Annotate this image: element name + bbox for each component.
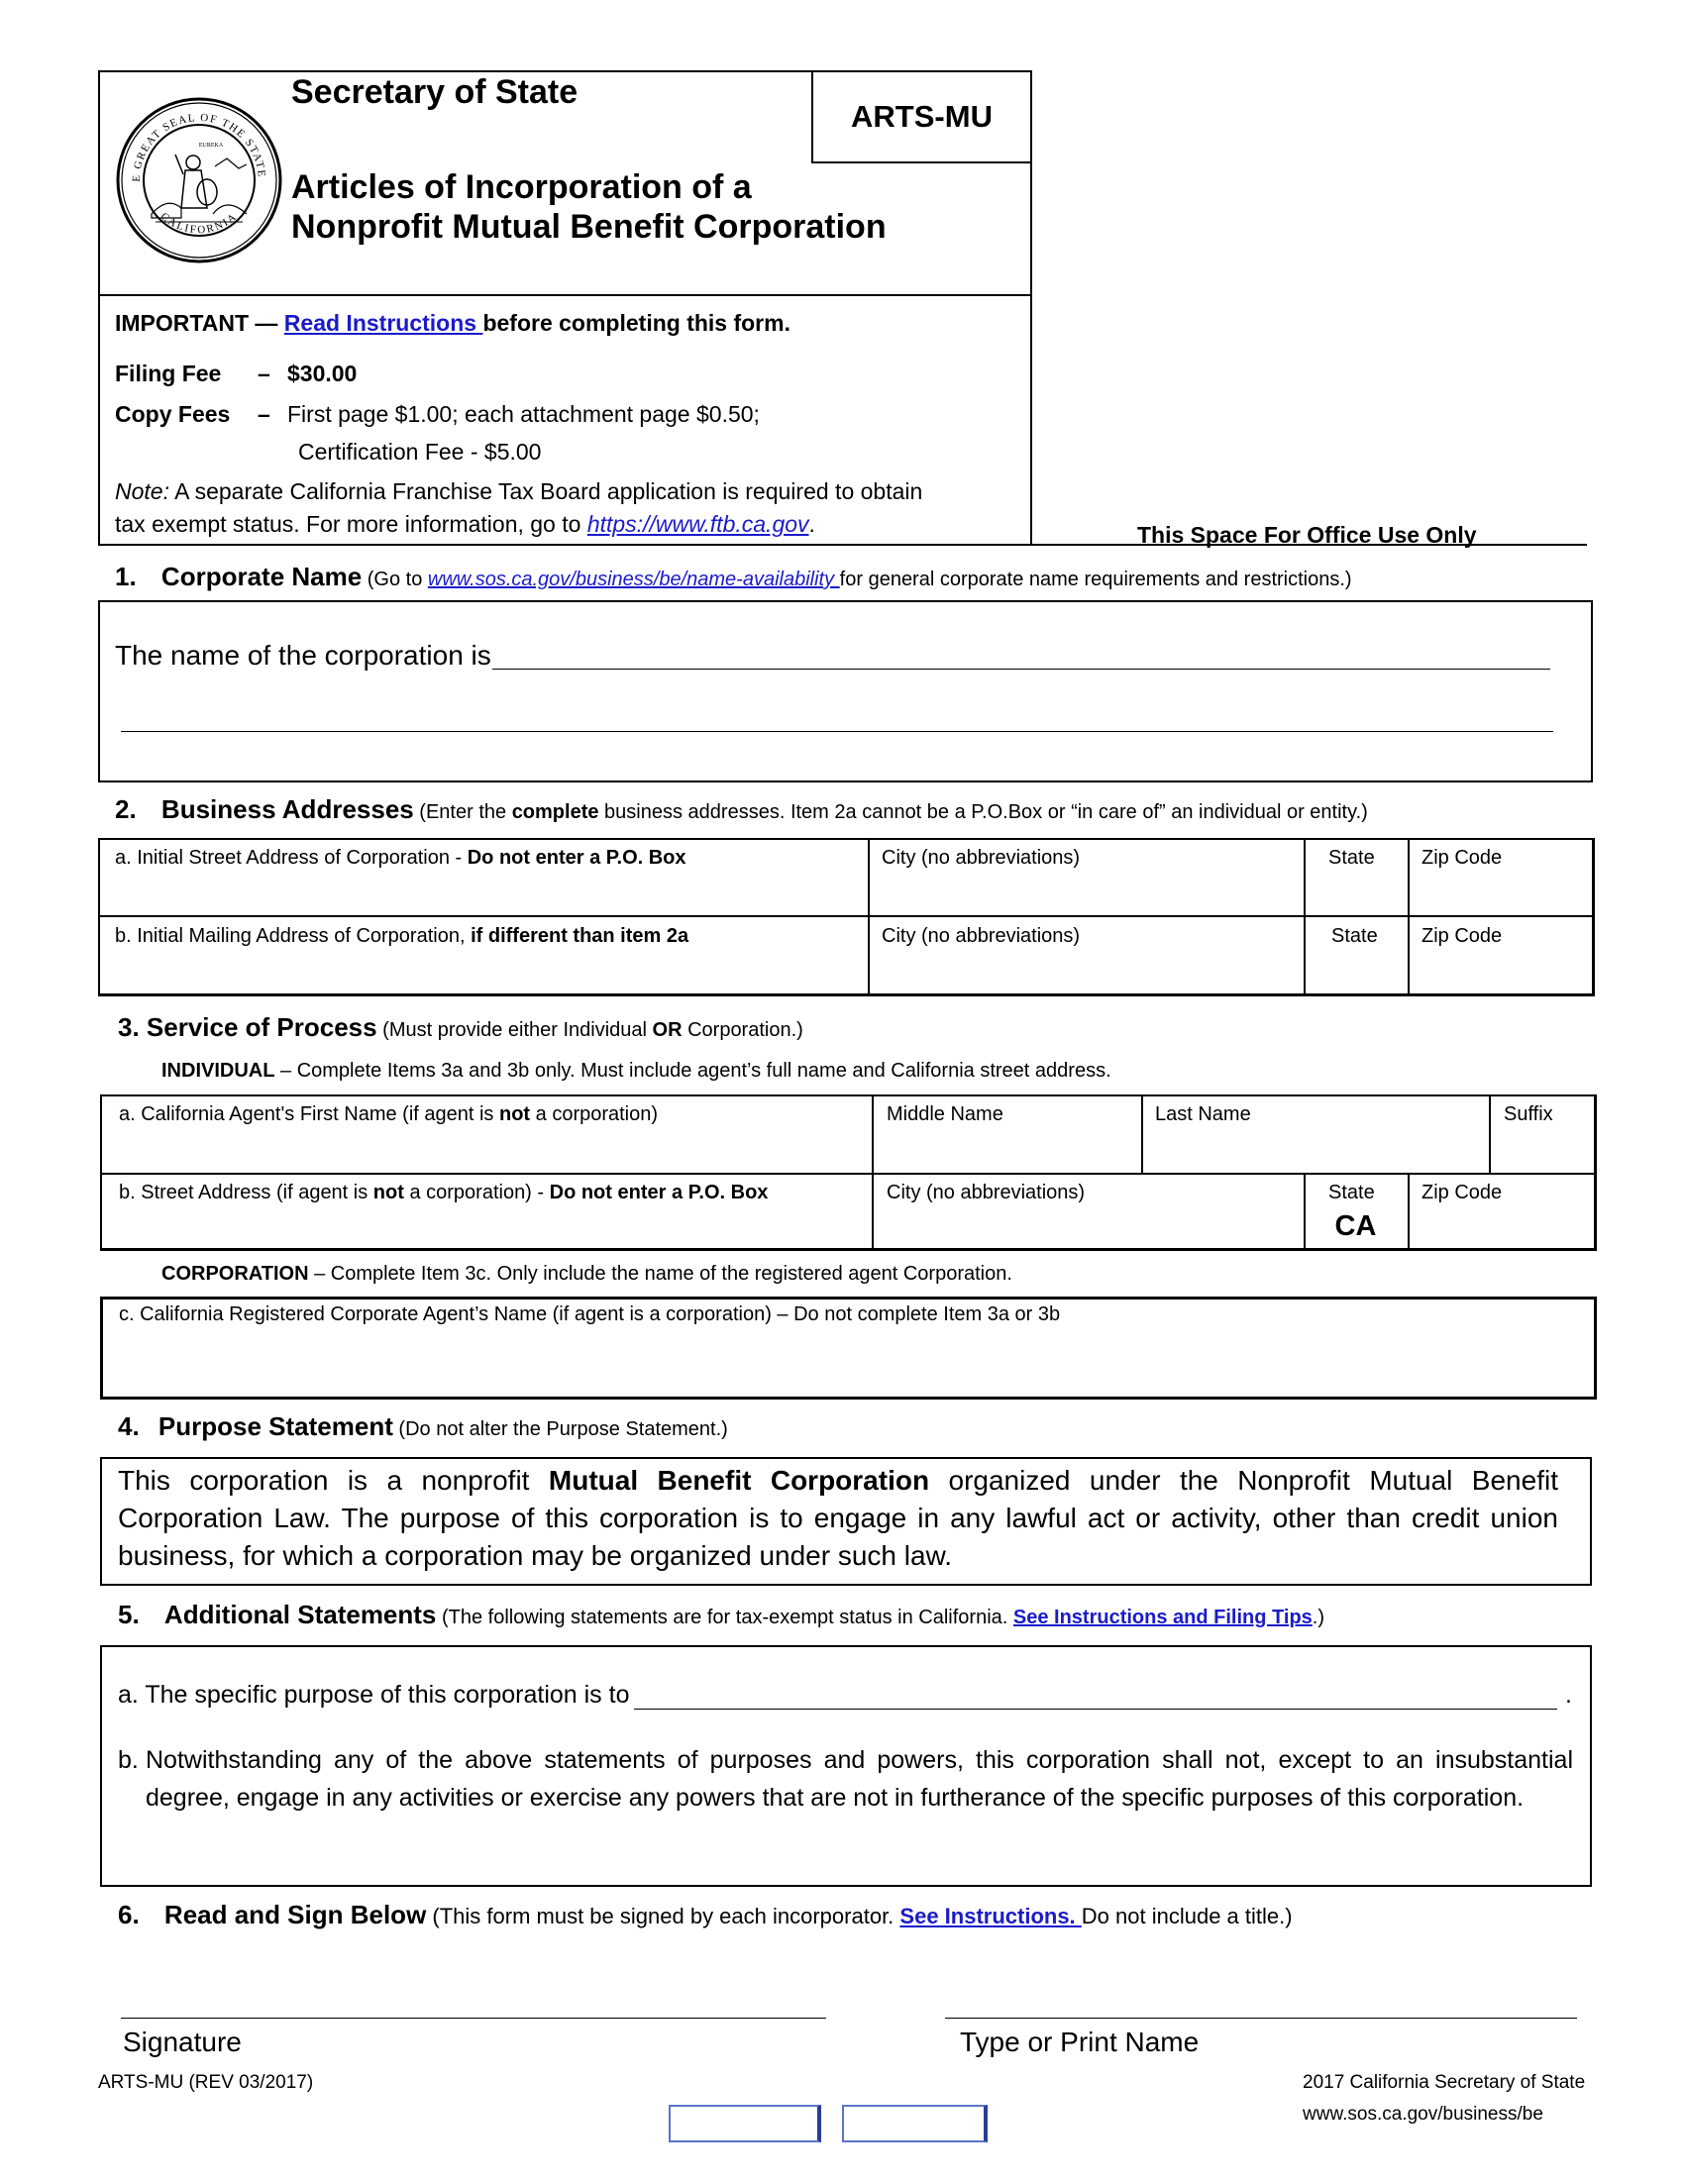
footer-url: www.sos.ca.gov/business/be [1303, 2104, 1543, 2125]
note-text2: tax exempt status. For more information, go to [115, 511, 587, 537]
agent-street-label [119, 1182, 768, 1204]
section6-heading [118, 1900, 1293, 1930]
agent-col-last [1141, 1094, 1143, 1173]
important-line [115, 310, 790, 337]
street-address-2a-input[interactable] [109, 876, 862, 911]
item-b-text: Notwithstanding any of the above statements of purposes and powers, this corporation shall not, except to an insubstantial degree, engage in any activities or exercise any powers that are not in furtherance of the specific purposes of this corporation. [146, 1746, 1573, 1812]
zip-2a-label: Zip Code [1421, 847, 1503, 869]
office-use-label: This Space For Office Use Only [1137, 522, 1477, 548]
agent-table-divider [100, 1173, 1597, 1175]
section1-sub-suffix: for general corporate name requirements and restrictions.) [839, 569, 1352, 590]
corporate-name-label: The name of the corporation is [115, 640, 491, 671]
corporation-instructions [161, 1263, 1012, 1286]
section6-sub-end: Do not include a title.) [1081, 1904, 1293, 1928]
section1-heading [115, 562, 1352, 592]
filing-tips-link[interactable]: See Instructions and Filing Tips [1012, 1607, 1313, 1628]
row-b-bold: if different than item 2a [471, 925, 689, 947]
header-divider [98, 294, 1032, 296]
purpose-text-b: organized under the Nonprofit Mutual Benefit Corporation Law. The purpose of this corporation is to engage in any lawful act or activity, other than credit union business, for which a corporation may be organized under such law. [118, 1465, 1558, 1571]
filing-fee-dash: – [258, 361, 270, 386]
state-seal [116, 97, 282, 263]
state-2b-label: State [1331, 925, 1378, 947]
street-bold2: Do not enter a P.O. Box [549, 1182, 769, 1203]
section2-number: 2. [115, 794, 137, 824]
section5-heading [118, 1600, 1324, 1630]
business-col-city [868, 838, 870, 996]
business-col-state [1304, 838, 1306, 996]
copy-fees-label: Copy Fees [115, 401, 231, 427]
zip-2b-label: Zip Code [1421, 925, 1503, 947]
agent-city-input[interactable] [880, 1211, 1298, 1247]
individual-text: – Complete Items 3a and 3b only. Must include agent’s full name and California street address. [274, 1060, 1111, 1082]
corporate-name-input-1[interactable] [495, 634, 1545, 668]
street-a: b. Street Address (if agent is [119, 1182, 373, 1203]
agent-suffix-label: Suffix [1504, 1103, 1553, 1125]
mailing-address-2b-label [115, 925, 688, 948]
section4-heading [118, 1411, 728, 1442]
note-text: A separate California Franchise Tax Board application is required to obtain [168, 478, 923, 504]
section1-title: Corporate Name [160, 562, 363, 591]
individual-label: INDIVIDUAL [161, 1060, 275, 1082]
agent-col-middle [872, 1094, 874, 1251]
agent-middle-name-input[interactable] [880, 1133, 1135, 1169]
section5-number: 5. [118, 1600, 140, 1629]
business-address-divider [98, 915, 1595, 917]
state-2a-input[interactable] [1310, 876, 1403, 911]
name-availability-link[interactable]: www.sos.ca.gov/business/be/name-availability [427, 569, 840, 590]
print-name-line [945, 2018, 1577, 2019]
note-line1 [115, 478, 922, 505]
note-line2 [115, 511, 815, 538]
corporate-name-input-2[interactable] [123, 695, 1549, 729]
section2-title: Business Addresses [160, 794, 414, 824]
purpose-text-bold: Mutual Benefit Corporation [548, 1465, 930, 1496]
svg-text:CALIFORNIA [158, 210, 240, 236]
section6-sub: (This form must be signed by each incorporator. [426, 1904, 900, 1928]
note-end: . [808, 511, 815, 537]
section4-number: 4. [118, 1411, 140, 1441]
specific-purpose-label: a. The specific purpose of this corporation is to [118, 1681, 630, 1709]
section5-sub-end: .) [1312, 1607, 1325, 1628]
copy-fees-dash: – [258, 401, 270, 427]
section3-sub-a: (Must provide either Individual [376, 1019, 653, 1041]
corporation-label: CORPORATION [161, 1263, 309, 1285]
form-button-left[interactable] [669, 2105, 821, 2142]
section4-sub: (Do not alter the Purpose Statement.) [392, 1418, 728, 1440]
street-bold: not [372, 1182, 404, 1203]
corporate-name-box [98, 600, 1593, 782]
section6-title: Read and Sign Below [163, 1900, 427, 1929]
form-title-line2: Nonprofit Mutual Benefit Corporation [291, 208, 887, 246]
specific-purpose-line [634, 1709, 1557, 1710]
section5-sub: (The following statements are for tax-exempt status in California. [436, 1607, 1013, 1628]
agency-name: Secretary of State [291, 73, 579, 111]
specific-purpose-input[interactable] [636, 1674, 1553, 1708]
section3-sub-bold: OR [652, 1019, 683, 1041]
certification-fee: Certification Fee - $5.00 [298, 439, 542, 465]
first-name-a: a. California Agent's First Name (if agent is [119, 1103, 499, 1125]
city-2a-input[interactable] [876, 876, 1298, 911]
item-b-letter: b. [118, 1746, 139, 1774]
city-2b-input[interactable] [876, 954, 1298, 989]
section3-title: 3. Service of Process [118, 1012, 377, 1042]
agent-col-suffix [1489, 1094, 1491, 1173]
section2-sub-a: (Enter the [413, 801, 512, 823]
agent-city-label: City (no abbreviations) [887, 1182, 1086, 1203]
agent-suffix-input[interactable] [1496, 1133, 1591, 1169]
purpose-statement-text [118, 1462, 1558, 1575]
read-instructions-link[interactable]: Read Instructions [283, 310, 483, 336]
note-label: Note: [115, 478, 169, 504]
first-name-b: a corporation) [530, 1103, 659, 1125]
agent-col-zip [1408, 1173, 1410, 1251]
corporate-agent-label: c. California Registered Corporate Agent’s Name (if agent is a corporation) – Do not complete Item 3a or 3b [119, 1303, 1061, 1325]
individual-instructions [161, 1060, 1111, 1083]
form-revision: ARTS-MU (REV 03/2017) [98, 2072, 314, 2093]
corporate-agent-input[interactable] [111, 1337, 1587, 1387]
section5-title: Additional Statements [163, 1600, 437, 1629]
form-title-line1: Articles of Incorporation of a [291, 168, 752, 206]
copy-fees-value: First page $1.00; each attachment page $0.50; [287, 401, 760, 427]
signature-line [121, 2018, 826, 2019]
row-a-bold: Do not enter a P.O. Box [467, 847, 686, 869]
agent-last-name-label: Last Name [1155, 1103, 1251, 1125]
section1-sub-prefix: (Go to [362, 569, 428, 590]
street-address-2a-label [115, 847, 686, 870]
first-name-bold: not [498, 1103, 531, 1125]
section2-sub-b: business addresses. Item 2a cannot be a P.O.Box or “in care of” an individual or entity.) [598, 801, 1368, 823]
section6-number: 6. [118, 1900, 140, 1929]
filing-fee-label: Filing Fee [115, 361, 222, 386]
business-col-zip [1408, 838, 1410, 996]
street-b: a corporation) - [403, 1182, 550, 1203]
specific-purpose-end: . [1565, 1681, 1572, 1709]
section2-heading [115, 794, 1368, 825]
agent-state-label: State [1328, 1182, 1375, 1203]
state-2b-input[interactable] [1310, 954, 1403, 989]
print-name-input[interactable] [947, 1976, 1573, 2016]
section1-number: 1. [115, 562, 137, 591]
zip-2b-input[interactable] [1415, 954, 1589, 989]
footer-copyright: 2017 California Secretary of State [1303, 2072, 1586, 2093]
agent-first-name-label [119, 1103, 658, 1126]
agent-first-name-input[interactable] [111, 1133, 866, 1169]
signature-input[interactable] [123, 1976, 822, 2016]
important-suffix: before completing this form. [482, 310, 790, 336]
corporation-text: – Complete Item 3c. Only include the name of the registered agent Corporation. [308, 1263, 1012, 1285]
agent-last-name-input[interactable] [1149, 1133, 1482, 1169]
state-2a-label: State [1328, 847, 1375, 869]
mailing-address-2b-input[interactable] [109, 954, 862, 989]
signature-label: Signature [123, 2027, 242, 2057]
city-2a-label: City (no abbreviations) [882, 847, 1081, 869]
section3-heading [118, 1012, 803, 1043]
section4-title: Purpose Statement [158, 1411, 393, 1441]
row-b-label: b. Initial Mailing Address of Corporation, [115, 925, 472, 947]
ftb-link[interactable]: https://www.ftb.ca.gov [586, 511, 809, 537]
purpose-text-a: This corporation is a nonprofit [118, 1465, 549, 1496]
agent-zip-label: Zip Code [1421, 1182, 1503, 1203]
important-prefix: IMPORTANT — [115, 310, 284, 336]
corporate-name-line1 [492, 669, 1550, 670]
row-a-label: a. Initial Street Address of Corporation - [115, 847, 468, 869]
zip-2a-input[interactable] [1415, 876, 1589, 911]
filing-fee-value: $30.00 [287, 361, 358, 386]
sign-instructions-link[interactable]: See Instructions. [899, 1904, 1082, 1928]
agent-middle-name-label: Middle Name [887, 1103, 1003, 1125]
seal-ring-text-top: E GREAT SEAL OF THE STATE [130, 111, 268, 182]
agent-street-input[interactable] [111, 1211, 866, 1247]
section2-sub-bold: complete [511, 801, 599, 823]
form-button-right[interactable] [842, 2105, 988, 2142]
agent-zip-input[interactable] [1415, 1211, 1591, 1247]
print-name-label: Type or Print Name [960, 2027, 1200, 2057]
office-use-line [1032, 544, 1587, 546]
corporate-name-line2 [121, 731, 1553, 732]
agent-state-value[interactable]: CA [1334, 1210, 1377, 1242]
city-2b-label: City (no abbreviations) [882, 925, 1081, 947]
seal-motto: EUREKA [198, 143, 224, 149]
form-code: ARTS-MU [851, 99, 993, 134]
seal-ring-text-bottom: CALIFORNIA [158, 210, 241, 237]
section3-sub-b: Corporation.) [682, 1019, 803, 1041]
